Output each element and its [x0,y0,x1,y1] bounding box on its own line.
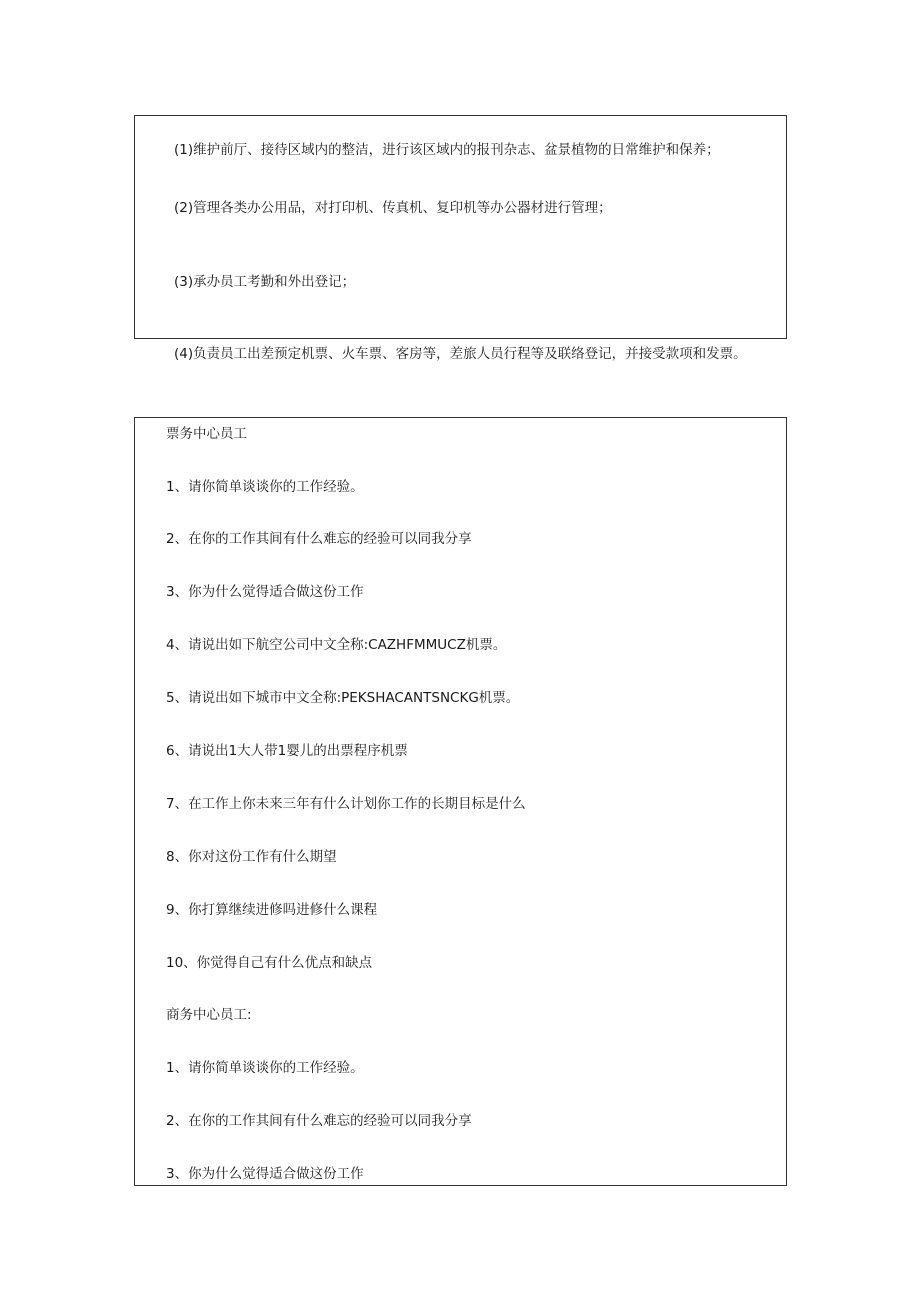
ticket-question-9: 9、你打算继续进修吗进修什么课程 [166,902,378,918]
ticket-question-4: 4、请说出如下航空公司中文全称:CAZHFMMUCZ机票。 [166,637,507,653]
ticket-question-7: 7、在工作上你未来三年有什么计划你工作的长期目标是什么 [166,796,526,812]
duty-item-1: (1)维护前厅、接待区域内的整洁，进行该区域内的报刊杂志、盆景植物的日常维护和保养； [174,142,720,158]
business-question-3: 3、你为什么觉得适合做这份工作 [166,1166,364,1182]
ticket-question-10: 10、你觉得自己有什么优点和缺点 [166,955,373,971]
ticket-section-heading: 票务中心员工 [166,426,247,442]
ticket-question-5: 5、请说出如下城市中文全称:PEKSHACANTSNCKG机票。 [166,690,520,706]
ticket-question-1: 1、请你简单谈谈你的工作经验。 [166,479,364,495]
ticket-question-3: 3、你为什么觉得适合做这份工作 [166,584,364,600]
ticket-question-8: 8、你对这份工作有什么期望 [166,849,337,865]
business-section-heading: 商务中心员工: [166,1007,252,1023]
business-question-1: 1、请你简单谈谈你的工作经验。 [166,1060,364,1076]
ticket-question-6: 6、请说出1大人带1婴儿的出票程序机票 [166,743,408,759]
duty-item-4: (4)负责员工出差预定机票、火车票、客房等，差旅人员行程等及联络登记，并接受款项和发票。 [174,346,747,362]
business-question-2: 2、在你的工作其间有什么难忘的经验可以同我分享 [166,1113,472,1129]
duty-item-2: (2)管理各类办公用品，对打印机、传真机、复印机等办公器材进行管理； [174,200,612,216]
duty-item-3: (3)承办员工考勤和外出登记； [174,274,356,290]
ticket-question-2: 2、在你的工作其间有什么难忘的经验可以同我分享 [166,531,472,547]
